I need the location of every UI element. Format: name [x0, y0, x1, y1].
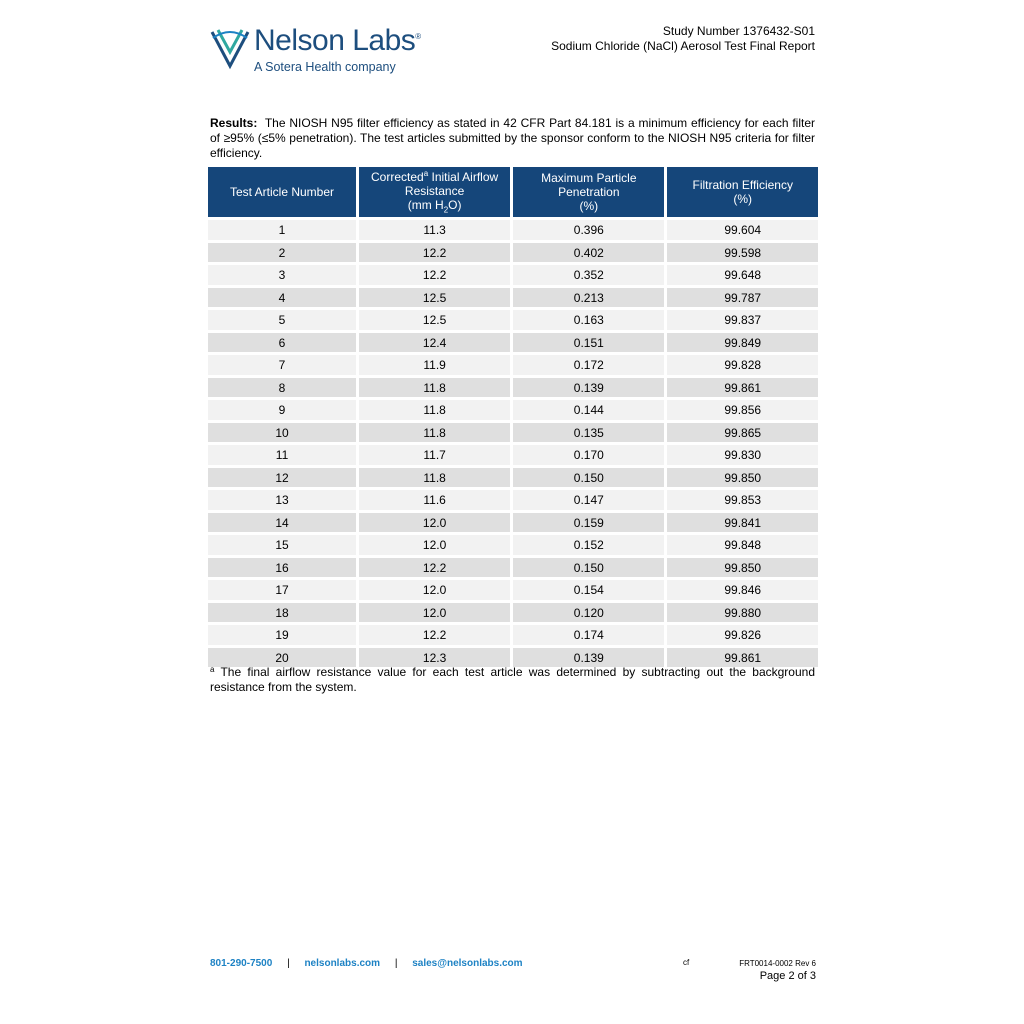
nelson-labs-logo-icon	[210, 26, 250, 70]
header-max-particle-penetration: Maximum Particle Penetration (%)	[513, 167, 664, 217]
footnote-marker: a	[210, 665, 215, 674]
cell-penetration: 0.352	[513, 265, 664, 285]
cell-test-article-number: 15	[208, 535, 356, 555]
cell-filtration-efficiency: 99.826	[667, 625, 818, 645]
cell-test-article-number: 12	[208, 468, 356, 488]
table-row	[208, 265, 818, 285]
cell-airflow-resistance: 11.8	[359, 468, 510, 488]
footer-separator: |	[287, 958, 290, 969]
footer-initials: cf	[683, 958, 690, 967]
table-row	[208, 603, 818, 623]
cell-filtration-efficiency: 99.880	[667, 603, 818, 623]
cell-test-article-number: 5	[208, 310, 356, 330]
cell-airflow-resistance: 12.0	[359, 580, 510, 600]
cell-airflow-resistance: 12.2	[359, 625, 510, 645]
cell-penetration: 0.152	[513, 535, 664, 555]
cell-airflow-resistance: 12.2	[359, 558, 510, 578]
cell-test-article-number: 10	[208, 423, 356, 443]
cell-penetration: 0.213	[513, 288, 664, 308]
cell-penetration: 0.139	[513, 378, 664, 398]
table-row	[208, 423, 818, 443]
cell-test-article-number: 1	[208, 220, 356, 240]
cell-test-article-number: 3	[208, 265, 356, 285]
cell-penetration: 0.144	[513, 400, 664, 420]
cell-penetration: 0.159	[513, 513, 664, 533]
logo-tagline: A Sotera Health company	[254, 60, 396, 74]
cell-filtration-efficiency: 99.648	[667, 265, 818, 285]
table-row	[208, 333, 818, 353]
footer-website-link[interactable]: nelsonlabs.com	[304, 958, 381, 969]
cell-filtration-efficiency: 99.828	[667, 355, 818, 375]
cell-penetration: 0.172	[513, 355, 664, 375]
cell-test-article-number: 7	[208, 355, 356, 375]
cell-test-article-number: 2	[208, 243, 356, 263]
cell-test-article-number: 14	[208, 513, 356, 533]
cell-airflow-resistance: 11.9	[359, 355, 510, 375]
cell-airflow-resistance: 11.6	[359, 490, 510, 510]
footnote-text: The final airflow resistance value for each test article was determined by subtracting out the background resistance from the system.	[210, 665, 815, 694]
cell-airflow-resistance: 12.0	[359, 603, 510, 623]
cell-airflow-resistance: 12.5	[359, 288, 510, 308]
results-table	[205, 164, 821, 670]
header-test-article-number: Test Article Number	[208, 167, 356, 217]
study-header	[551, 24, 815, 54]
header-filtration-efficiency: Filtration Efficiency (%)	[667, 167, 818, 217]
cell-filtration-efficiency: 99.850	[667, 468, 818, 488]
cell-test-article-number: 11	[208, 445, 356, 465]
cell-airflow-resistance: 12.3	[359, 648, 510, 668]
cell-test-article-number: 8	[208, 378, 356, 398]
table-row	[208, 625, 818, 645]
cell-test-article-number: 6	[208, 333, 356, 353]
cell-penetration: 0.135	[513, 423, 664, 443]
footer-form-info	[739, 958, 816, 982]
cell-airflow-resistance: 12.4	[359, 333, 510, 353]
report-title: Sodium Chloride (NaCl) Aerosol Test Final Report	[551, 39, 815, 53]
company-logo	[210, 24, 430, 80]
table-header-row	[208, 167, 818, 217]
table-row	[208, 490, 818, 510]
table-row	[208, 468, 818, 488]
cell-penetration: 0.154	[513, 580, 664, 600]
table-row	[208, 580, 818, 600]
table-row	[208, 378, 818, 398]
cell-airflow-resistance: 12.0	[359, 513, 510, 533]
results-paragraph	[210, 116, 815, 161]
cell-filtration-efficiency: 99.787	[667, 288, 818, 308]
cell-penetration: 0.402	[513, 243, 664, 263]
footer-contact	[210, 958, 523, 969]
cell-test-article-number: 18	[208, 603, 356, 623]
cell-airflow-resistance: 11.3	[359, 220, 510, 240]
cell-filtration-efficiency: 99.856	[667, 400, 818, 420]
cell-airflow-resistance: 12.2	[359, 265, 510, 285]
results-label: Results:	[210, 116, 258, 130]
table-body	[208, 220, 818, 667]
table-row	[208, 535, 818, 555]
cell-penetration: 0.139	[513, 648, 664, 668]
cell-filtration-efficiency: 99.850	[667, 558, 818, 578]
study-number: Study Number 1376432-S01	[662, 24, 815, 38]
cell-airflow-resistance: 12.2	[359, 243, 510, 263]
footer-separator: |	[394, 958, 398, 969]
cell-penetration: 0.174	[513, 625, 664, 645]
footer-form-id: FRT0014-0002 Rev 6	[739, 959, 816, 968]
cell-airflow-resistance: 11.8	[359, 400, 510, 420]
header-airflow-resistance: Corrected$^a$ Initial Airflow Resistance (mm $H_2O$)	[359, 167, 510, 217]
table-row	[208, 400, 818, 420]
cell-penetration: 0.396	[513, 220, 664, 240]
cell-airflow-resistance: 12.5	[359, 310, 510, 330]
cell-filtration-efficiency: 99.841	[667, 513, 818, 533]
cell-penetration: 0.163	[513, 310, 664, 330]
cell-filtration-efficiency: 99.846	[667, 580, 818, 600]
cell-penetration: 0.150	[513, 468, 664, 488]
logo-name: Nelson Labs®	[254, 24, 421, 57]
cell-penetration: 0.170	[513, 445, 664, 465]
cell-test-article-number: 13	[208, 490, 356, 510]
cell-filtration-efficiency: 99.849	[667, 333, 818, 353]
cell-filtration-efficiency: 99.830	[667, 445, 818, 465]
table-row	[208, 310, 818, 330]
table-row	[208, 288, 818, 308]
cell-airflow-resistance: 11.7	[359, 445, 510, 465]
cell-test-article-number: 19	[208, 625, 356, 645]
table-row	[208, 220, 818, 240]
cell-filtration-efficiency: 99.604	[667, 220, 818, 240]
footer-email-link[interactable]: sales@nelsonlabs.com	[412, 958, 523, 969]
cell-test-article-number: 16	[208, 558, 356, 578]
table-row	[208, 243, 818, 263]
cell-airflow-resistance: 11.8	[359, 378, 510, 398]
cell-filtration-efficiency: 99.598	[667, 243, 818, 263]
footer-phone[interactable]: 801-290-7500	[210, 958, 273, 969]
table-footnote	[210, 662, 815, 695]
cell-penetration: 0.147	[513, 490, 664, 510]
cell-penetration: 0.151	[513, 333, 664, 353]
results-text: The NIOSH N95 filter efficiency as stated in 42 CFR Part 84.181 is a minimum efficiency for each filter of ≥95% (≤5% penetration). The test articles submitted by the sponsor conform to the NIOSH N95 criteria for filter efficiency.	[210, 116, 815, 160]
cell-penetration: 0.120	[513, 603, 664, 623]
cell-filtration-efficiency: 99.865	[667, 423, 818, 443]
cell-filtration-efficiency: 99.861	[667, 378, 818, 398]
cell-filtration-efficiency: 99.837	[667, 310, 818, 330]
cell-filtration-efficiency: 99.848	[667, 535, 818, 555]
table-row	[208, 513, 818, 533]
table-row	[208, 558, 818, 578]
cell-test-article-number: 17	[208, 580, 356, 600]
cell-penetration: 0.150	[513, 558, 664, 578]
cell-airflow-resistance: 11.8	[359, 423, 510, 443]
cell-filtration-efficiency: 99.861	[667, 648, 818, 668]
table-row	[208, 445, 818, 465]
cell-test-article-number: 20	[208, 648, 356, 668]
table-row	[208, 355, 818, 375]
cell-filtration-efficiency: 99.853	[667, 490, 818, 510]
page-number: Page 2 of 3	[759, 970, 816, 982]
cell-airflow-resistance: 12.0	[359, 535, 510, 555]
cell-test-article-number: 9	[208, 400, 356, 420]
cell-test-article-number: 4	[208, 288, 356, 308]
